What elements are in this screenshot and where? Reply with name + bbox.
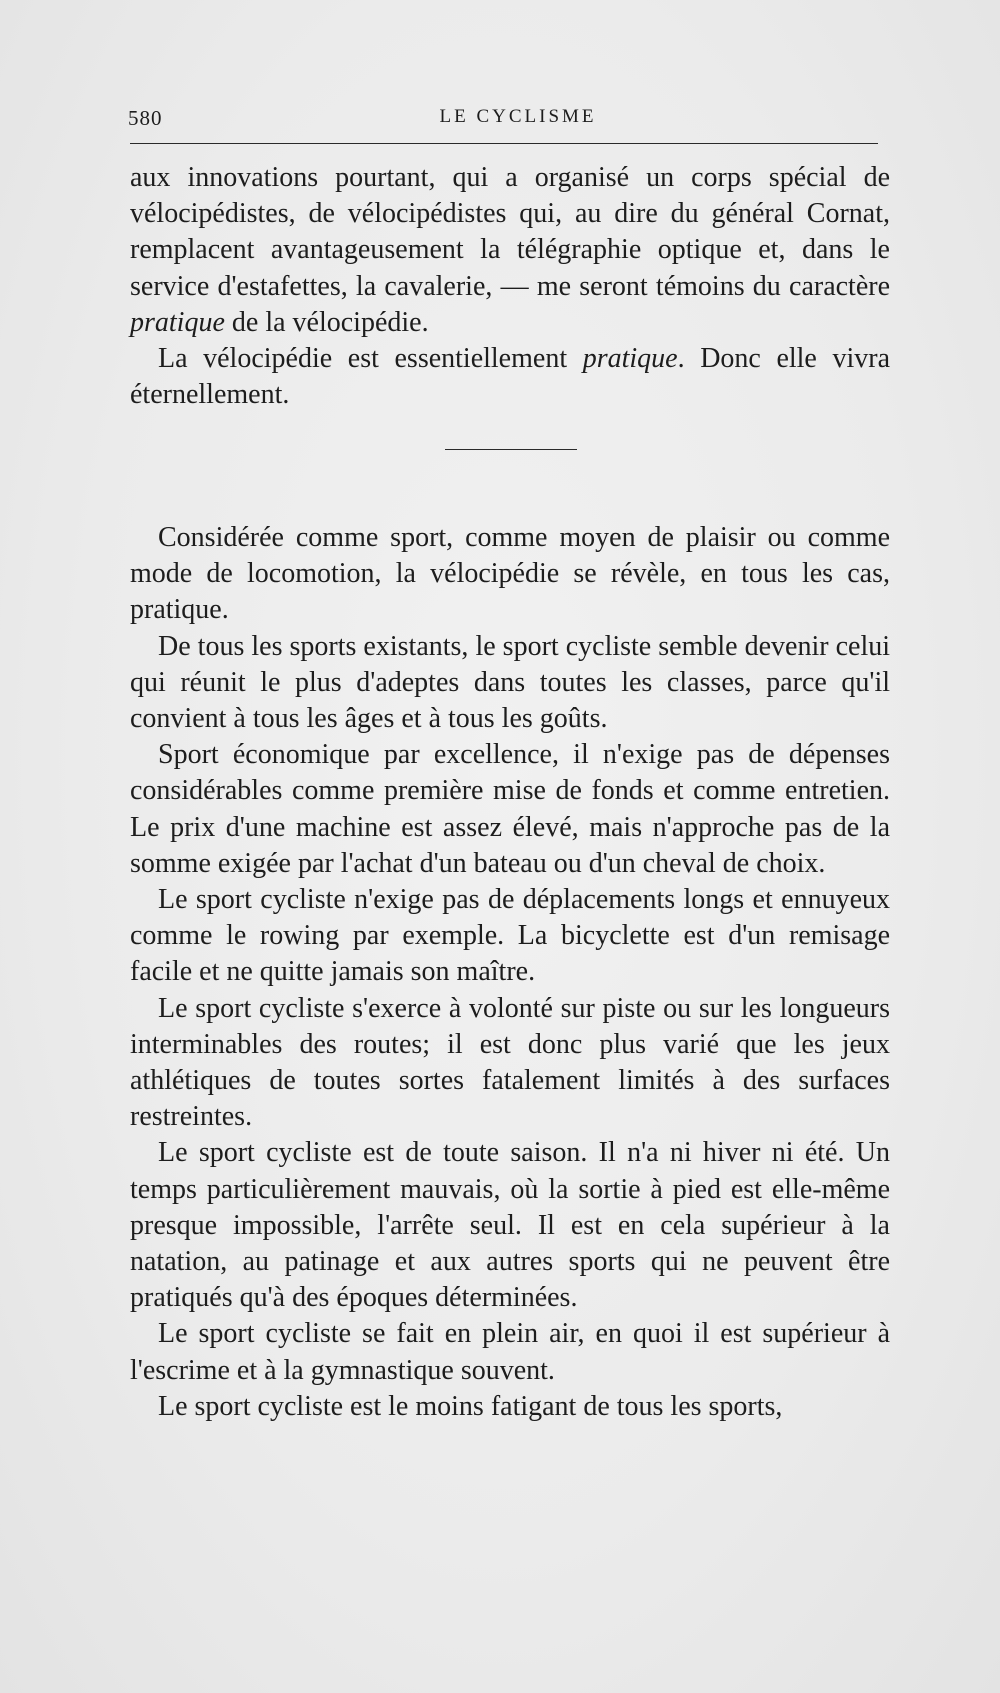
running-head <box>128 104 878 136</box>
emphasis-pratique: pratique <box>130 306 225 338</box>
text-start: La vélocipédie est essentiellement <box>158 343 583 375</box>
paragraph: Le sport cycliste se fait en plein air, en quoi il est supérieur à l'escrime et à la gymnastique souvent. <box>130 1318 890 1386</box>
paragraph: Le sport cycliste n'exige pas de déplacements longs et ennuyeux comme le rowing par exemple. La bicyclette est d'un remisage facile et ne quitte jamais son maître. <box>130 884 890 988</box>
continued-text-block <box>130 160 890 413</box>
page-number: 580 <box>128 106 163 130</box>
paragraph: De tous les sports existants, le sport cycliste semble devenir celui qui réunit le plus d'adeptes dans toutes les classes, parce qu'il convient à tous les âges et à tous les goûts. <box>130 630 890 735</box>
paragraph: Le sport cycliste est le moins fatigant de tous les sports, <box>158 1390 783 1422</box>
text-line: Cornat, remplacent avantageusement la télégraphie optique <box>130 198 890 266</box>
paragraph: Considérée comme sport, comme moyen de plaisir ou comme mode de locomotion, la vélocipédie se révèle, en tous les cas, pratique. <box>130 522 890 626</box>
continued-paragraph <box>130 160 890 341</box>
main-text-block <box>130 520 890 1425</box>
header-rule <box>130 143 878 144</box>
text-line: aux innovations pourtant, qui a organisé un corps spécial <box>130 162 847 193</box>
closing-paragraph <box>130 341 890 413</box>
text-line-start: témoins du caractère <box>655 270 891 302</box>
running-title: LE CYCLISME <box>439 106 597 127</box>
text-line: de vélocipédistes, de vélocipédistes qui, au dire du général <box>130 162 891 230</box>
section-divider <box>445 449 577 450</box>
paragraph: Le sport cycliste s'exerce à volonté sur piste ou sur les longueurs interminables des routes; il est donc plus varié que les jeux athlétiques de toutes sortes fatalement limités à des surfaces restreintes. <box>130 992 890 1133</box>
text-line-end: de la vélocipédie. <box>224 306 429 338</box>
text-end: . Donc elle vivra éternellement. <box>130 343 890 411</box>
paragraph: Sport économique par excellence, il n'exige pas de dépenses considérables comme première mise de fonds et comme entretien. Le prix d'une machine est assez élevé, mais n'approche pas de la somme exigée par l'achat d'un bateau ou d'un cheval de choix. <box>130 739 890 879</box>
paragraph: Le sport cycliste est de toute saison. Il n'a ni hiver ni été. Un temps particulièrement mauvais, où la sortie à pied est elle-même presque impossible, l'arrête seul. Il est en cela supérieur à la natation, au patinage et aux autres sports qui ne peuvent être pratiqués qu'à des époques déterminées. <box>130 1137 890 1314</box>
emphasis-pratique: pratique <box>582 343 678 375</box>
text-line: et, dans le service d'estafettes, la cavalerie, — me seront <box>130 234 890 302</box>
